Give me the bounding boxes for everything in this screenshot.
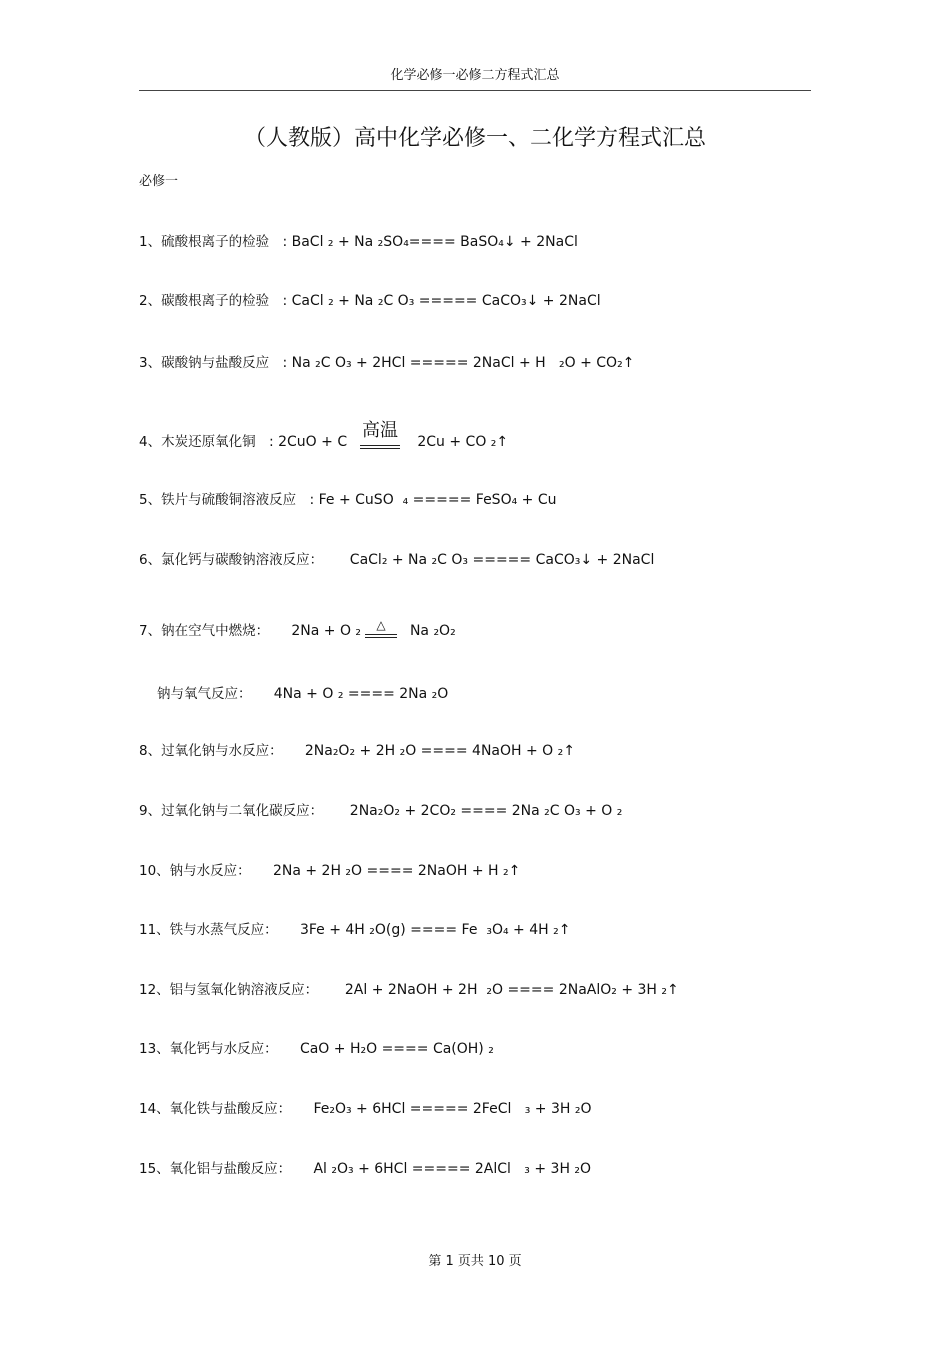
equation-label: 1、硫酸根离子的检验 <box>139 234 270 250</box>
equation-text: Al ₂O₃ + 6HCl ===== 2AlCl ₃ + 3H ₂O <box>313 1161 592 1177</box>
equation-separator <box>323 552 350 568</box>
equation-separator <box>252 686 274 702</box>
equation-label: 8、过氧化钠与水反应： <box>139 743 283 759</box>
equation-text: Fe + CuSO ₄ ===== FeSO₄ + Cu <box>318 492 557 508</box>
equation-item-8 <box>139 740 575 762</box>
equation-label: 钠与氧气反应： <box>157 686 252 702</box>
equation-item-4 <box>139 420 509 453</box>
equation-separator: : <box>255 434 279 450</box>
equation-label: 14、氧化铁与盐酸反应： <box>139 1101 292 1117</box>
equation-separator: : <box>269 355 292 371</box>
equation-label: 5、铁片与硫酸铜溶液反应 <box>139 492 297 508</box>
reaction-condition-arrow <box>356 420 404 453</box>
equation-left: 2CuO + C <box>278 434 348 450</box>
equation-item-2 <box>139 290 601 312</box>
equation-label: 13、氧化钙与水反应： <box>139 1041 278 1057</box>
equation-label: 2、碳酸根离子的检验 <box>139 293 270 309</box>
equation-separator <box>269 623 291 639</box>
equation-label: 10、钠与水反应： <box>139 863 251 879</box>
equation-label: 6、氯化钙与碳酸钠溶液反应： <box>139 552 324 568</box>
equation-separator <box>291 1161 313 1177</box>
equation-label: 9、过氧化钠与二氧化碳反应： <box>139 803 324 819</box>
equation-text: BaCl ₂ + Na ₂SO₄==== BaSO₄↓ + 2NaCl <box>291 234 578 250</box>
equation-separator: : <box>269 293 292 309</box>
equation-separator <box>323 803 350 819</box>
page-footer: 第 1 页共 10 页 <box>428 1254 522 1269</box>
equation-right: Na ₂O₂ <box>409 623 456 639</box>
equation-text: CaCl₂ + Na ₂C O₃ ===== CaCO₃↓ + 2NaCl <box>349 552 655 568</box>
equation-text: 4Na + O ₂ ==== 2Na ₂O <box>273 686 449 702</box>
equation-separator <box>278 922 300 938</box>
equation-item-10 <box>139 860 520 882</box>
equation-item-13 <box>139 1038 494 1060</box>
equation-text: Na ₂C O₃ + 2HCl ===== 2NaCl + H ₂O + CO₂↑ <box>291 355 635 371</box>
equation-separator <box>278 1041 300 1057</box>
equation-separator: : <box>269 234 292 250</box>
equation-item-12 <box>139 979 679 1001</box>
equation-item-7 <box>139 620 456 642</box>
equation-separator <box>291 1101 313 1117</box>
section-heading: 必修一 <box>139 174 179 189</box>
equation-separator <box>318 982 345 998</box>
equation-text: Fe₂O₃ + 6HCl ===== 2FeCl ₃ + 3H ₂O <box>313 1101 592 1117</box>
equation-item-11 <box>139 919 570 941</box>
equation-text: CaO + H₂O ==== Ca(OH) ₂ <box>299 1041 494 1057</box>
equation-separator <box>251 863 273 879</box>
condition-high-temperature: 高温 <box>362 420 399 441</box>
equation-item-15 <box>139 1158 591 1180</box>
equation-label: 12、铝与氢氧化钠溶液反应： <box>139 982 319 998</box>
equation-text: 2Na₂O₂ + 2CO₂ ==== 2Na ₂C O₃ + O ₂ <box>349 803 623 819</box>
document-title: （人教版）高中化学必修一、二化学方程式汇总 <box>243 126 706 151</box>
equation-text: 2Na₂O₂ + 2H ₂O ==== 4NaOH + O ₂↑ <box>304 743 575 759</box>
equation-label: 11、铁与水蒸气反应： <box>139 922 278 938</box>
page-header <box>139 66 811 91</box>
reaction-condition-arrow <box>361 620 401 642</box>
equation-label: 15、氧化铝与盐酸反应： <box>139 1161 292 1177</box>
equation-item-14 <box>139 1098 591 1120</box>
equation-label: 7、钠在空气中燃烧： <box>139 623 270 639</box>
equation-item-7b <box>157 683 448 705</box>
equation-separator <box>283 743 305 759</box>
equation-item-5 <box>139 489 556 511</box>
equation-text: 2Al + 2NaOH + 2H ₂O ==== 2NaAlO₂ + 3H ₂↑ <box>344 982 679 998</box>
equation-text: 3Fe + 4H ₂O(g) ==== Fe ₃O₄ + 4H ₂↑ <box>299 922 571 938</box>
equation-item-1 <box>139 231 578 253</box>
header-text: 化学必修一必修二方程式汇总 <box>390 68 560 83</box>
heat-triangle-icon: △ <box>376 618 386 632</box>
equation-left: 2Na + O ₂ <box>291 623 362 639</box>
equation-label: 3、碳酸钠与盐酸反应 <box>139 355 270 371</box>
equation-item-6 <box>139 549 654 571</box>
equation-right: 2Cu + CO ₂↑ <box>417 434 509 450</box>
equation-text: CaCl ₂ + Na ₂C O₃ ===== CaCO₃↓ + 2NaCl <box>291 293 601 309</box>
equation-text: 2Na + 2H ₂O ==== 2NaOH + H ₂↑ <box>272 863 521 879</box>
equation-item-3 <box>139 352 634 374</box>
equation-label: 4、木炭还原氧化铜 <box>139 434 256 450</box>
equation-item-9 <box>139 800 622 822</box>
equation-separator: : <box>296 492 319 508</box>
